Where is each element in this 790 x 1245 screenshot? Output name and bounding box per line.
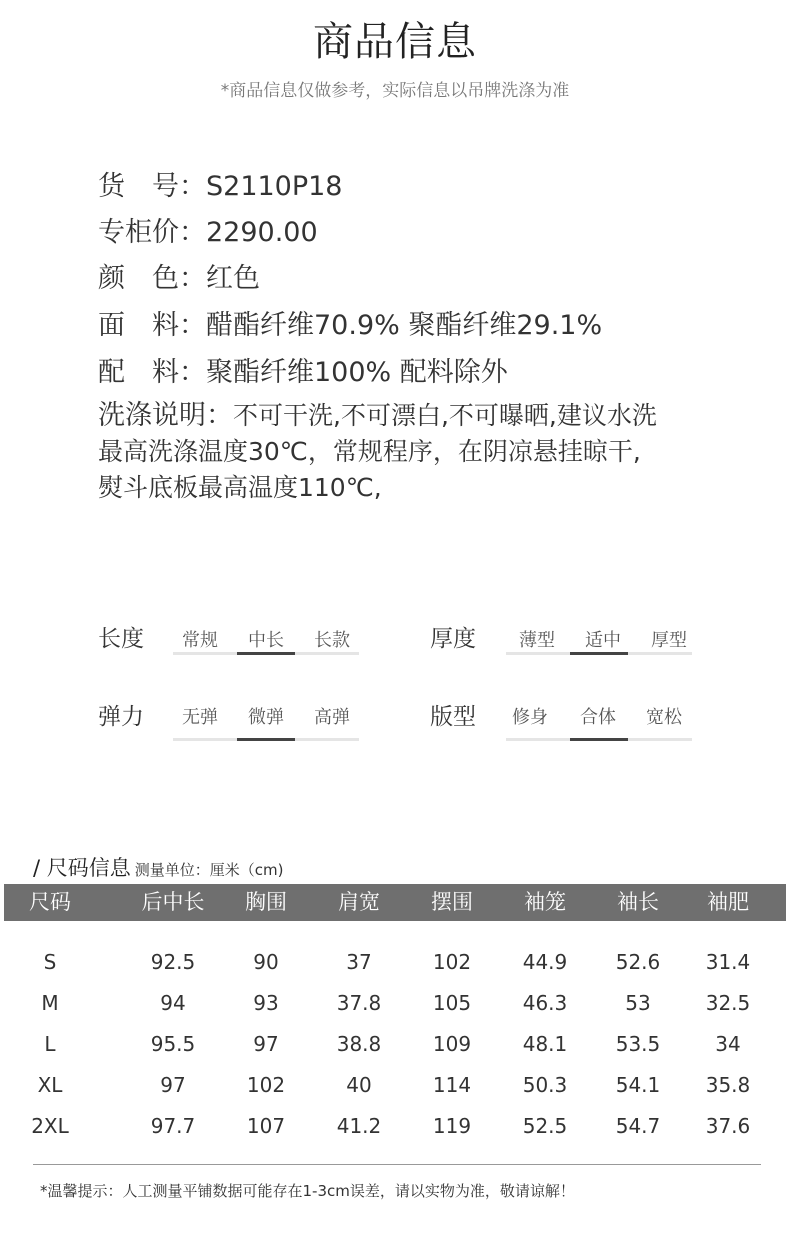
table-cell: 107 <box>246 1114 286 1138</box>
table-cell: 53 <box>625 991 651 1015</box>
info-row-price <box>98 210 318 249</box>
attr-option: 厚型 <box>651 630 687 651</box>
info-label: 货 号： <box>98 171 206 202</box>
measurement-tip: *温馨提示：人工测量平铺数据可能存在1-3cm误差，请以实物为准，敬请谅解！ <box>40 1182 575 1200</box>
table-row-size: XL <box>37 1073 63 1097</box>
info-value: 聚酯纤维100% 配料除外 <box>206 357 508 388</box>
page-subtitle: *商品信息仅做参考，实际信息以吊牌洗涤为准 <box>220 81 570 101</box>
table-cell: 37.8 <box>336 991 382 1015</box>
info-row-lining <box>98 350 508 389</box>
table-header-cell: 胸围 <box>245 890 287 914</box>
info-value: 醋酯纤维70.9% 聚酯纤维29.1% <box>206 310 603 341</box>
wash-line: 熨斗底板最高温度110℃, <box>98 473 382 502</box>
attr-option: 长款 <box>314 630 350 651</box>
attr-option: 合体 <box>580 707 616 728</box>
table-header-cell: 肩宽 <box>338 890 380 914</box>
table-cell: 44.9 <box>522 950 568 974</box>
table-cell: 37 <box>346 950 372 974</box>
table-cell: 54.7 <box>615 1114 661 1138</box>
table-cell: 105 <box>432 991 472 1015</box>
table-cell: 119 <box>432 1114 472 1138</box>
table-cell: 53.5 <box>615 1032 661 1056</box>
attr-option: 高弹 <box>314 707 350 728</box>
attr-label-elasticity: 弹力 <box>98 704 144 730</box>
info-label: 颜 色： <box>98 263 206 294</box>
attr-option: 微弹 <box>248 707 284 728</box>
attr-option: 宽松 <box>646 707 682 728</box>
table-cell: 94 <box>160 991 186 1015</box>
table-cell: 95.5 <box>150 1032 196 1056</box>
attr-option: 适中 <box>585 630 621 651</box>
attr-label-thickness: 厚度 <box>430 626 476 652</box>
attr-option: 中长 <box>248 630 284 651</box>
table-cell: 40 <box>346 1073 372 1097</box>
table-cell: 31.4 <box>705 950 751 974</box>
info-value: S2110P18 <box>206 171 343 202</box>
table-cell: 50.3 <box>522 1073 568 1097</box>
table-cell: 41.2 <box>336 1114 382 1138</box>
info-label: 专柜价： <box>98 217 206 248</box>
table-row-size: S <box>43 950 57 974</box>
wash-label: 洗涤说明： <box>98 400 233 431</box>
info-row-sku <box>98 164 343 203</box>
table-cell: 48.1 <box>522 1032 568 1056</box>
table-row-size: 2XL <box>31 1114 69 1138</box>
table-header-cell: 袖笼 <box>524 890 566 914</box>
table-cell: 97.7 <box>150 1114 196 1138</box>
attr-selected-bar <box>237 738 295 741</box>
table-cell: 92.5 <box>150 950 196 974</box>
table-cell: 90 <box>253 950 279 974</box>
table-cell: 52.5 <box>522 1114 568 1138</box>
info-row-color <box>98 256 260 295</box>
table-cell: 35.8 <box>705 1073 751 1097</box>
attr-selected-bar <box>570 652 628 655</box>
attr-selected-bar <box>237 652 295 655</box>
table-cell: 37.6 <box>705 1114 751 1138</box>
attr-selected-bar <box>570 738 628 741</box>
divider <box>33 1164 761 1165</box>
wash-line: 最高洗涤温度30℃，常规程序，在阴凉悬挂晾干, <box>98 437 641 466</box>
wash-line: 不可干洗,不可漂白,不可曝晒,建议水洗 <box>233 401 657 430</box>
info-value: 2290.00 <box>206 217 318 248</box>
table-cell: 102 <box>246 1073 286 1097</box>
table-cell: 38.8 <box>336 1032 382 1056</box>
table-header-cell: 尺码 <box>29 890 71 914</box>
info-value: 红色 <box>206 263 260 294</box>
info-label: 面 料： <box>98 310 206 341</box>
table-cell: 52.6 <box>615 950 661 974</box>
table-header-cell: 摆围 <box>431 890 473 914</box>
table-header-cell: 袖肥 <box>707 890 749 914</box>
attr-label-fit: 版型 <box>430 704 476 730</box>
size-title-text: / 尺码信息 <box>33 856 131 880</box>
table-row-size: L <box>44 1032 56 1056</box>
size-unit: 测量单位：厘米（cm) <box>134 861 284 879</box>
table-cell: 34 <box>715 1032 741 1056</box>
attr-option: 修身 <box>512 707 548 728</box>
attr-label-length: 长度 <box>98 626 144 652</box>
info-label: 配 料： <box>98 357 206 388</box>
table-row-size: M <box>41 991 59 1015</box>
attr-option: 无弹 <box>182 707 218 728</box>
attr-option: 薄型 <box>519 630 555 651</box>
table-cell: 102 <box>432 950 472 974</box>
table-cell: 97 <box>160 1073 186 1097</box>
table-header-cell: 后中长 <box>141 890 205 914</box>
size-section-title <box>33 852 283 882</box>
table-cell: 97 <box>253 1032 279 1056</box>
table-cell: 46.3 <box>522 991 568 1015</box>
table-cell: 114 <box>432 1073 472 1097</box>
table-cell: 54.1 <box>615 1073 661 1097</box>
attr-option: 常规 <box>182 630 218 651</box>
info-row-fabric <box>98 303 602 342</box>
table-cell: 109 <box>432 1032 472 1056</box>
page-title: 商品信息 <box>313 19 477 65</box>
table-cell: 32.5 <box>705 991 751 1015</box>
table-cell: 93 <box>253 991 279 1015</box>
wash-instructions <box>98 398 718 506</box>
table-header-cell: 袖长 <box>617 890 659 914</box>
